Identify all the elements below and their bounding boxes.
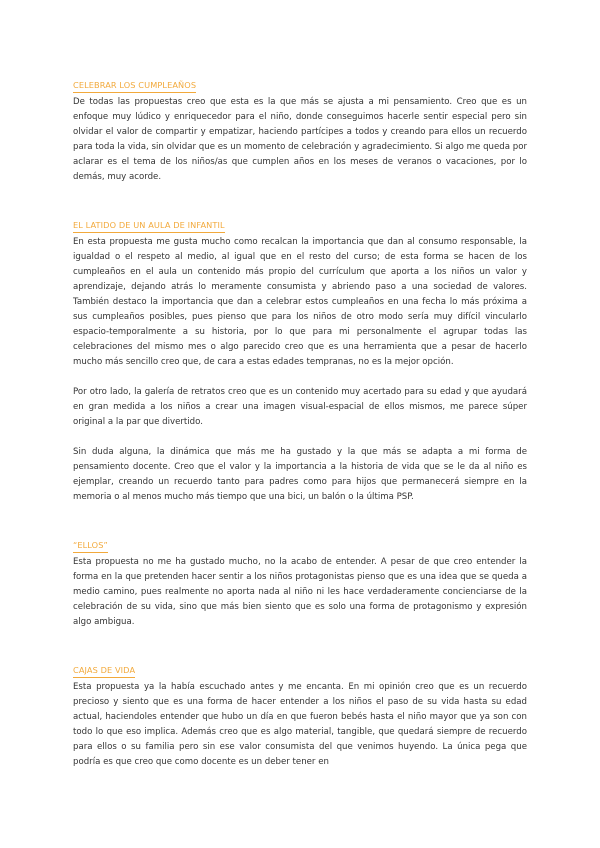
paragraph: Por otro lado, la galería de retratos creo que es un contenido muy acertado para su edad y que ayudará en gran medida a los niños a crear una imagen visual-espacial de ellos mismos, me parece súper original a la par que divertido. [73, 387, 527, 427]
section-cajas-de-vida [73, 658, 527, 770]
paragraph: En esta propuesta me gusta mucho como recalcan la importancia que dan al consumo responsable, la igualdad o el respeto al medio, al igual que en el resto del curso; de esta forma se hacen de los cumpleaños en el aula un contenido más propio del currículum que aporta a los niños un valor y aprendizaje, dejando atrás lo meramente consumista y abriendo paso a una sociedad de valores. También destaco la importancia que dan a celebrar estos cumpleaños en una fecha lo más próxima a sus cumpleaños posibles, pues pienso que para los niños de otro modo sería muy difícil vincularlo espacio-temporalmente a su historia, por lo que para mi personalmente el agrupar todas las celebraciones del mismo mes o algo parecido creo que es una herramienta que a pesar de hacerlo mucho más sencillo creo que, de cara a estas edades tempranas, no es la mejor opción. [73, 237, 527, 367]
section-heading: EL LATIDO DE UN AULA DE INFANTIL [73, 220, 225, 233]
paragraph: De todas las propuestas creo que esta es la que más se ajusta a mi pensamiento. Creo que es un enfoque muy lúdico y enriquecedor para el niño, donde conseguimos hacerle sentir especial pero sin olvidar el valor de compartir y empatizar, haciendo partícipes a todos y creando para ellos un recuerdo para toda la vida, sin olvidar que es un momento de celebración y agradecimiento. Si algo me queda por aclarar es el tema de los niños/as que cumplen años en los meses de veranos o vacaciones, por lo demás, muy acorde. [73, 97, 527, 182]
spacer [73, 505, 527, 533]
section-latido-aula [73, 213, 527, 505]
section-celebrar-cumpleanos [73, 73, 527, 185]
spacer [73, 370, 527, 385]
section-heading: CELEBRAR LOS CUMPLEAÑOS [73, 80, 196, 93]
spacer [73, 630, 527, 658]
spacer [73, 185, 527, 213]
spacer [73, 430, 527, 445]
paragraph: Esta propuesta no me ha gustado mucho, no la acabo de entender. A pesar de que creo entender la forma en la que pretenden hacer sentir a los niños protagonistas pienso que es una idea que se queda a medio camino, pues realmente no aporta nada al niño ni les hace verdaderamente concienciarse de la celebración de su vida, sino que más bien siento que es solo una forma de protagonismo y expresión algo ambigua. [73, 557, 527, 627]
section-heading: CAJAS DE VIDA [73, 665, 135, 678]
section-heading: “ELLOS” [73, 540, 108, 553]
document-page [73, 73, 527, 770]
section-ellos [73, 533, 527, 630]
paragraph: Esta propuesta ya la había escuchado antes y me encanta. En mi opinión creo que es un recuerdo precioso y siento que es una forma de hacer entender a los niños el paso de su vida hasta su edad actual, haciendoles entender que hubo un día en que fueron bebés hasta el niño mayor que ya son con todo lo que eso implica. Además creo que es algo material, tangible, que quedará siempre de recuerdo para ellos o su familia pero sin ese valor consumista del que venimos huyendo. La única pega que podría es que creo que como docente es un deber tener en [73, 682, 527, 767]
paragraph: Sin duda alguna, la dinámica que más me ha gustado y la que más se adapta a mi forma de pensamiento docente. Creo que el valor y la importancia a la historia de vida que se le da al niño es ejemplar, creando un recuerdo tanto para padres como para hijos que permanecerá siempre en la memoria o al menos mucho más tiempo que una bici, un balón o la última PSP. [73, 447, 527, 502]
